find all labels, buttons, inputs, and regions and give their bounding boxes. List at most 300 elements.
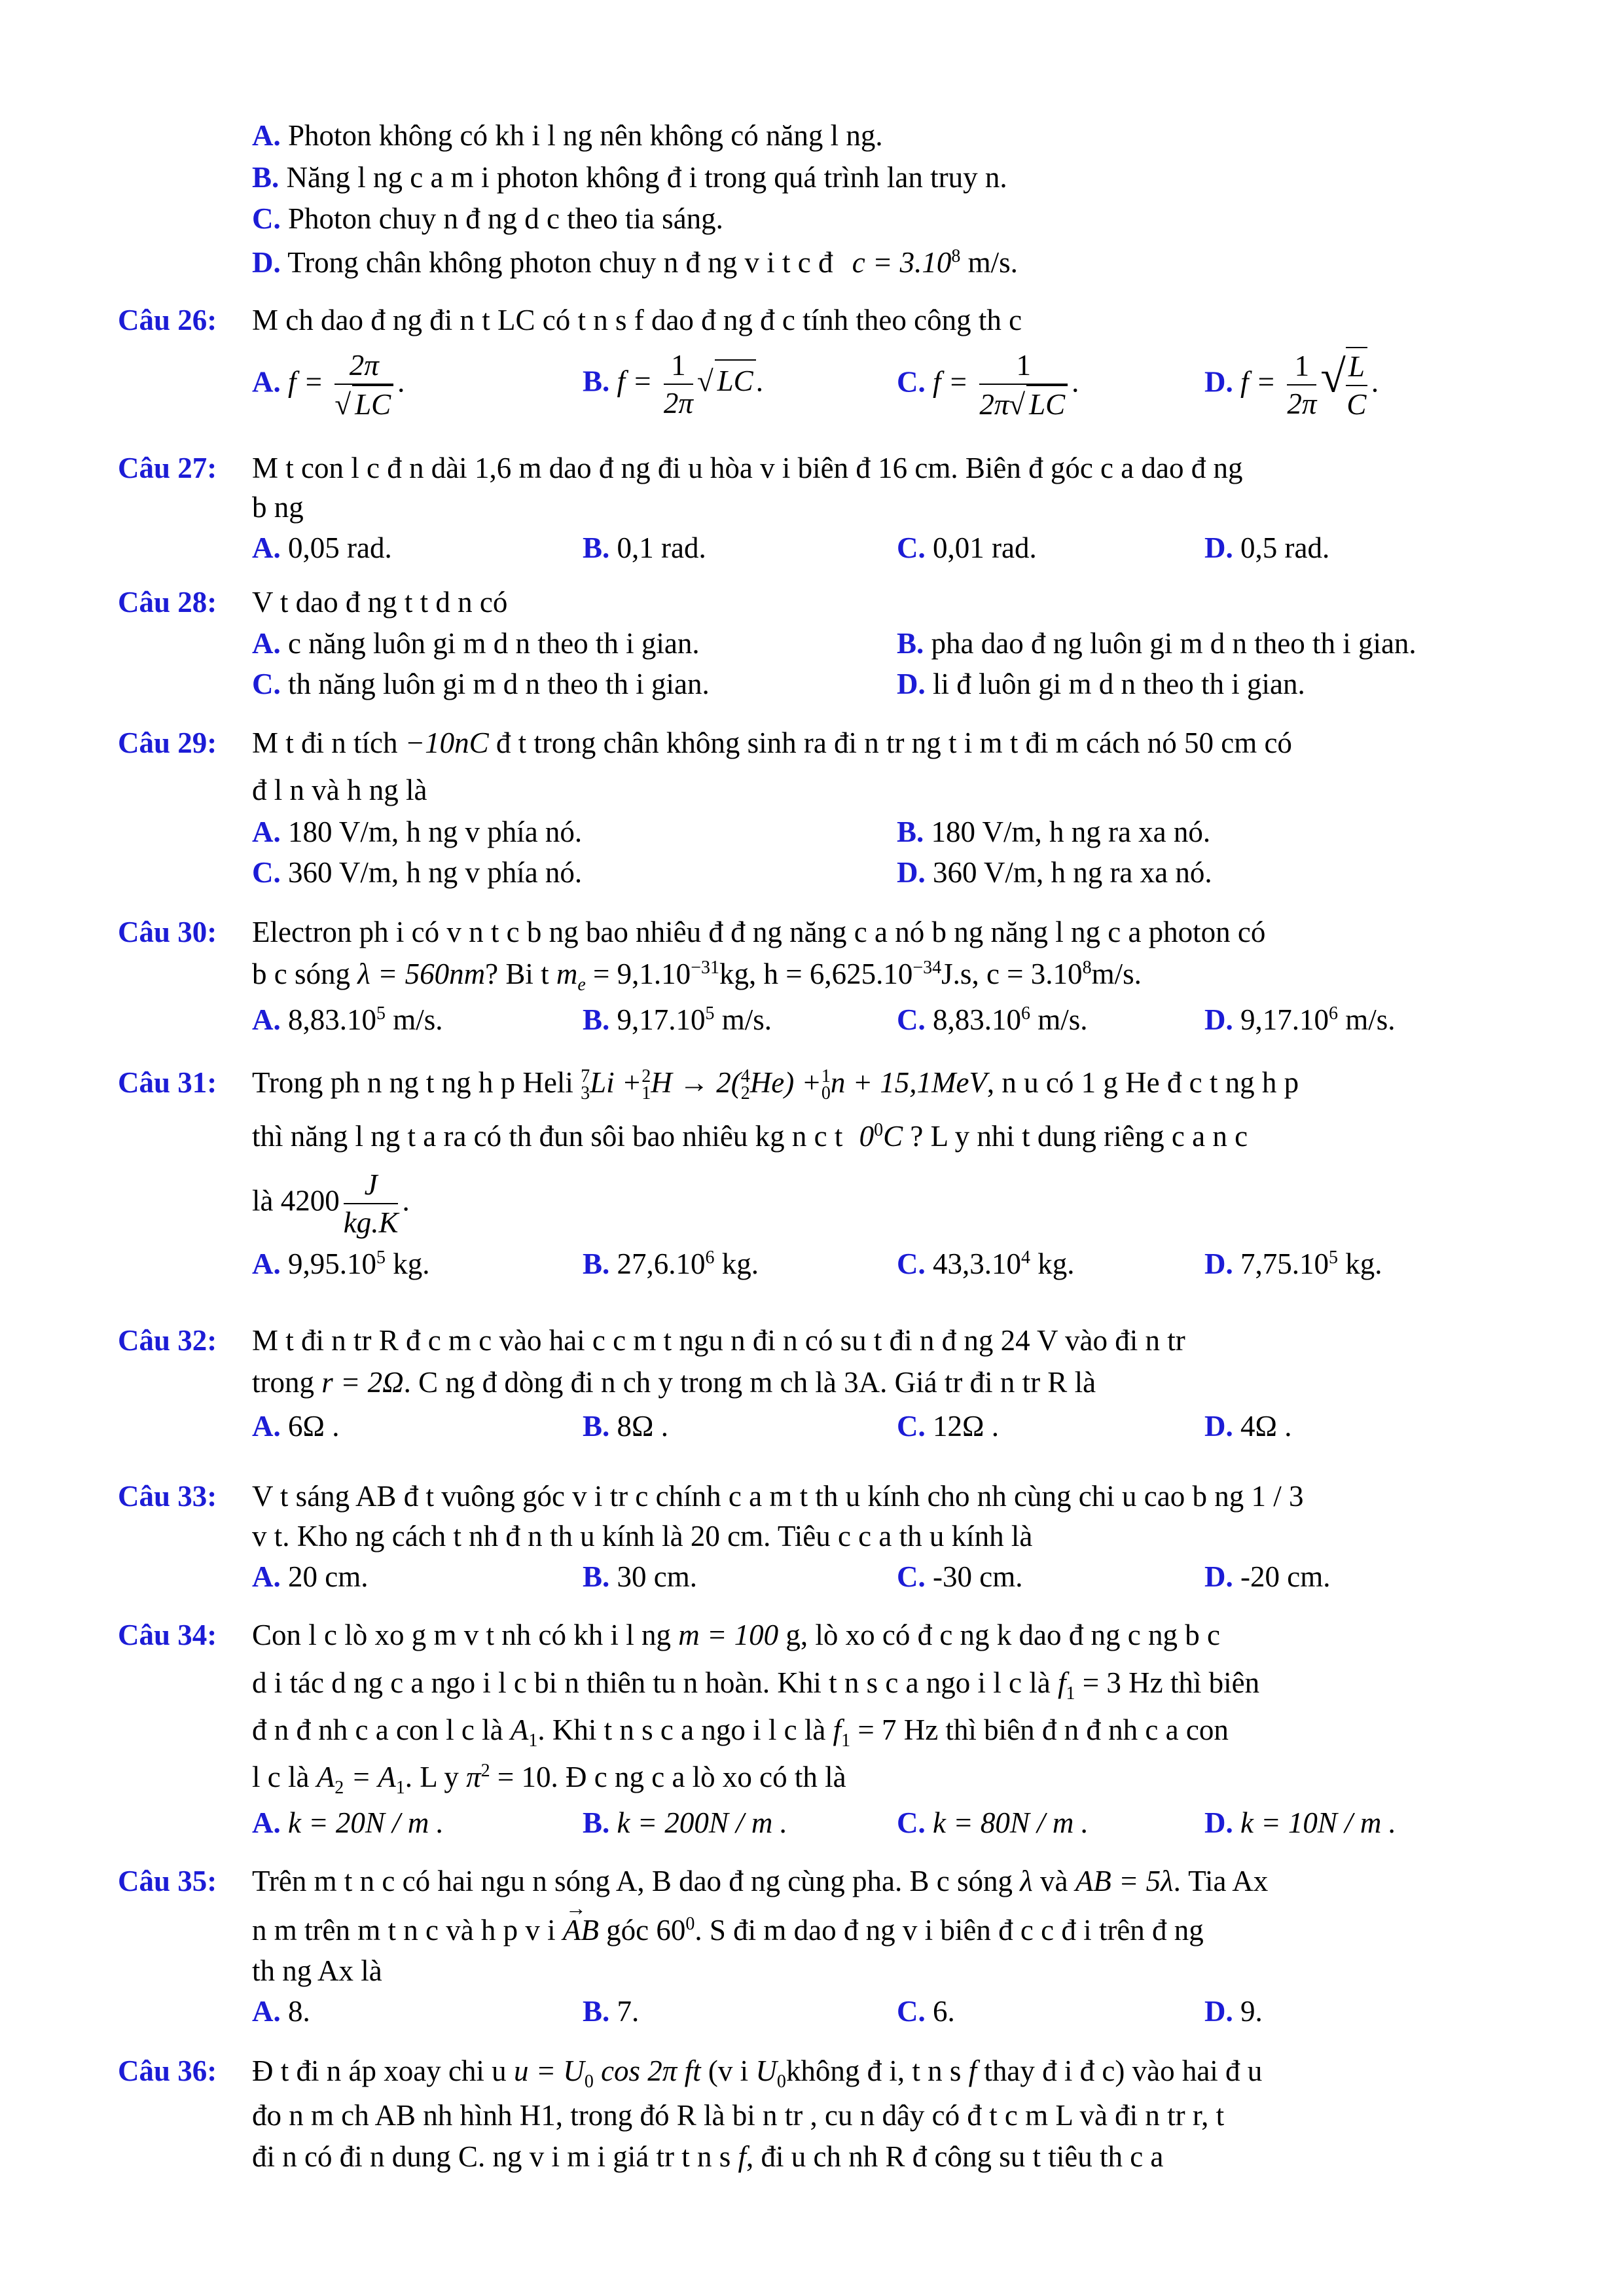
distance-ab: AB = 5λ <box>1075 1865 1174 1897</box>
current-value: 3A <box>844 1366 880 1399</box>
exponent: 5 <box>705 1003 715 1024</box>
option-text: 9. <box>1240 1995 1263 2028</box>
fraction <box>979 347 1068 423</box>
q31-option-d <box>1204 1244 1382 1284</box>
text: M t đi n tích <box>252 726 398 759</box>
frequency-symbol: f <box>738 2140 746 2173</box>
text: n m trên m t n c và h p v i <box>252 1914 556 1946</box>
question-number-34: Câu 34: <box>118 1619 217 1651</box>
option-text: 6. <box>933 1995 955 2028</box>
q34-options <box>252 1803 1516 1843</box>
numerator: 1 <box>1287 348 1316 386</box>
exponent: −34 <box>912 958 942 978</box>
question-text-34-cont2 <box>252 1710 1229 1750</box>
q26-option-b: B. f = $\frac{1}{2\pi}$ √ LC. <box>583 347 763 422</box>
numerator: 2π <box>334 347 393 385</box>
q26-option-d: D. f = $\frac{1}{2\pi}$ √ $\frac{L}{C}$ . <box>1204 347 1379 423</box>
speed-of-light-formula: c = 3.10 <box>852 246 952 279</box>
option-label: D. <box>1204 1995 1233 2028</box>
text: l c là <box>252 1761 310 1793</box>
tail: . <box>755 365 763 398</box>
option-label: C. <box>252 668 281 700</box>
exponent: 5 <box>376 1247 386 1268</box>
option-label: C. <box>252 856 281 889</box>
option-label: C. <box>897 1560 926 1593</box>
option-text: 0,5 rad. <box>1240 531 1330 564</box>
option-label: C. <box>897 1410 926 1443</box>
option-text: 360 V/m, h ng ra xa nó. <box>933 856 1212 889</box>
option-label: C. <box>897 365 926 399</box>
option-text: 4Ω . <box>1240 1410 1292 1443</box>
text: . L y <box>405 1761 459 1793</box>
text: thì năng l ng t a ra có th đun sôi bao nhiêu kg n c t <box>252 1120 843 1153</box>
q27-option-d <box>1204 528 1329 568</box>
text: , đi u ch nh R đ công su t tiêu th c a <box>746 2140 1164 2173</box>
q30-option-a <box>252 999 443 1040</box>
option-text: 9,17.10 <box>1240 1003 1329 1036</box>
text: không đ i, t n s <box>785 2054 962 2087</box>
question-text-27: M t con l c đ n dài 1,6 m dao đ ng đi u hòa v i biên đ 16 cm. Biên đ góc c a dao đ ng <box>252 452 1243 484</box>
q29-option-d <box>897 852 1212 893</box>
option-label: D. <box>1204 1806 1233 1839</box>
option-label: C. <box>252 202 281 235</box>
q34-option-b <box>583 1803 787 1843</box>
formula-lhs: f = <box>617 365 653 398</box>
question-number-35: Câu 35: <box>118 1865 217 1897</box>
text: (v i <box>708 2054 749 2087</box>
q35-option-d <box>1204 1991 1263 2032</box>
option-label: C. <box>897 531 926 564</box>
charge-value: −10nC <box>405 726 489 759</box>
option-text: k = 20N / m . <box>288 1806 444 1839</box>
formula-lhs: f = <box>1240 365 1276 399</box>
unit: m/s. <box>1030 1003 1088 1036</box>
option-text: 9,95.10 <box>288 1247 376 1280</box>
ratio: 1 / 3 <box>1251 1480 1304 1513</box>
text: g, lò xo có đ c ng k dao đ ng c ng b c <box>785 1619 1220 1651</box>
option-label: D. <box>897 856 926 889</box>
option-text: 30 cm. <box>617 1560 697 1593</box>
question-text-30: Electron ph i có v n t c b ng bao nhiêu đ đ ng năng c a nó b ng năng l ng c a photon có <box>252 916 1266 948</box>
q28-option-b <box>897 623 1416 664</box>
text: . Giá tr đi n tr R là <box>880 1366 1096 1399</box>
unit: m/s. <box>1091 958 1142 990</box>
option-label: B. <box>583 365 610 398</box>
option-label: B. <box>583 1995 610 2028</box>
exponent: 2 <box>480 1761 490 1781</box>
option-label: B. <box>583 1003 610 1036</box>
exponent: 4 <box>1021 1247 1030 1268</box>
text: Hz thì biên đ n đ nh c a con <box>903 1713 1229 1746</box>
text: ? L y nhi t dung riêng c a n c <box>910 1120 1248 1153</box>
question-text-36-cont: đo n m ch AB nh hình H1, trong đó R là bi n tr , cu n dây có đ t c m L và đi n tr r, t <box>252 2099 1225 2132</box>
fraction <box>334 347 393 423</box>
option-text: 27,6.10 <box>617 1247 706 1280</box>
question-number-27: Câu 27: <box>118 452 217 484</box>
question-number-29: Câu 29: <box>118 726 217 759</box>
mass-symbol: m <box>556 958 578 990</box>
option-text: 20 cm. <box>288 1560 369 1593</box>
q28-options-row2 <box>252 664 1516 704</box>
tail: . <box>1371 365 1379 399</box>
unit: kg. <box>1338 1247 1382 1280</box>
sqrt-fraction <box>1346 347 1367 423</box>
option-text: 9,17.10 <box>617 1003 706 1036</box>
amplitude-symbol: A <box>510 1713 529 1746</box>
question-text-31-cont <box>252 1116 1248 1157</box>
q29-options-row1 <box>252 812 1516 852</box>
option-label: D. <box>252 246 281 279</box>
q35-option-b <box>583 1991 639 2032</box>
option-text: 8Ω . <box>617 1410 668 1443</box>
option-label: B. <box>897 627 924 660</box>
option-label: A. <box>252 627 281 660</box>
voltage-formula: u = U <box>513 2054 585 2087</box>
option-label: C. <box>897 1995 926 2028</box>
option-text: k = 200N / m . <box>617 1806 787 1839</box>
q35-option-a <box>252 1991 310 2032</box>
unit: m/s. <box>714 1003 772 1036</box>
q31-option-c <box>897 1244 1075 1284</box>
text: và <box>1040 1865 1068 1897</box>
q26-option-c <box>897 347 1079 423</box>
option-label: A. <box>252 1003 281 1036</box>
option-label: A. <box>252 1995 281 2028</box>
q29-option-c <box>252 852 582 893</box>
text: b c sóng <box>252 958 350 990</box>
angle-value: 60 <box>656 1914 686 1946</box>
option-label: D. <box>1204 1003 1233 1036</box>
text: , n u có 1 g He đ c t ng h p <box>986 1066 1299 1099</box>
text: Con l c lò xo g m v t nh có kh i l ng <box>252 1619 671 1651</box>
q32-option-b <box>583 1406 668 1446</box>
q26-option-a <box>252 347 405 423</box>
frequency-symbol: f <box>968 2054 977 2087</box>
q34-option-d <box>1204 1803 1396 1843</box>
option-label: D. <box>1204 1410 1233 1443</box>
q32-option-c <box>897 1406 999 1446</box>
subscript: 1 <box>395 1778 405 1798</box>
light-speed-value: J.s, c = 3.10 <box>941 958 1083 990</box>
q25-option-d <box>252 242 1018 283</box>
option-text: 8. <box>288 1995 310 2028</box>
temperature-unit: C <box>883 1120 903 1153</box>
exponent: 6 <box>1021 1003 1030 1024</box>
text: d i tác d ng c a ngo i l c bi n thiên tu n hoàn. Khi t n s c a ngo i l c là <box>252 1666 1051 1699</box>
text: trong <box>252 1366 314 1399</box>
option-text: 0,05 rad. <box>288 531 392 564</box>
q35-options <box>252 1991 1516 2032</box>
sqrt-numerator: L <box>1346 348 1367 386</box>
option-text: Photon không có kh i l ng nên không có năng l ng. <box>288 119 883 152</box>
frequency-value: = 7 <box>857 1713 897 1746</box>
text: . Tia Ax <box>1173 1865 1269 1897</box>
exponent: 8 <box>1082 958 1092 978</box>
q30-option-b <box>583 999 772 1040</box>
option-label: A. <box>252 816 281 848</box>
pi-value: = 10 <box>497 1761 551 1793</box>
subscript: e <box>577 975 586 995</box>
subscript: 1 <box>1066 1683 1075 1704</box>
text: . C ng đ dòng đi n ch y trong m ch là <box>403 1366 837 1399</box>
question-text-36 <box>252 2051 1262 2091</box>
vector-ab: → AB <box>563 1910 599 1950</box>
question-text-29-cont: đ l n và h ng là <box>252 774 427 806</box>
subscript: 1 <box>528 1731 538 1751</box>
question-text-28: V t dao đ ng t t d n có <box>252 586 508 619</box>
fraction <box>664 347 693 422</box>
question-text-29 <box>252 723 1292 763</box>
option-label: B. <box>583 1560 610 1593</box>
denominator: √ LC <box>334 385 393 423</box>
q28-option-a <box>252 623 700 664</box>
option-label: B. <box>897 816 924 848</box>
voltage-formula-rest: cos 2π ft <box>601 2054 701 2087</box>
option-label: B. <box>583 1410 610 1443</box>
denominator: kg.K <box>343 1206 399 1239</box>
q34-option-c <box>897 1803 1089 1843</box>
option-label: D. <box>1204 365 1233 399</box>
option-text: k = 80N / m . <box>933 1806 1089 1839</box>
option-text: -20 cm. <box>1240 1560 1331 1593</box>
degree: 0 <box>685 1914 695 1934</box>
nuclear-reaction: $_3^7Li +_1^2H \to 2(_2^4He) +_0^1n$ <box>581 1066 853 1103</box>
formula-lhs: f = <box>288 365 324 399</box>
option-label: C. <box>897 1003 926 1036</box>
amplitude-symbol: A <box>316 1761 335 1793</box>
subscript: 0 <box>776 2072 786 2092</box>
option-text: th năng luôn gi m d n theo th i gian. <box>288 668 710 700</box>
option-label: A. <box>252 531 281 564</box>
question-text-33-cont: v t. Kho ng cách t nh đ n th u kính là 20 cm. Tiêu c c a th u kính là <box>252 1520 1033 1552</box>
question-text-31-cont2: là 4200 $\frac{J}{kg.K}$ . <box>252 1166 410 1241</box>
text: ? Bi t <box>485 958 549 990</box>
option-text: 0,01 rad. <box>933 531 1037 564</box>
question-text-33 <box>252 1476 1303 1516</box>
sqrt-denominator: C <box>1346 388 1367 421</box>
option-text: Năng l ng c a m i photon không đ i trong quá trình lan truy n. <box>286 161 1007 194</box>
q30-options <box>252 999 1516 1040</box>
sqrt-content: LC <box>352 385 393 423</box>
unit: m/s. <box>386 1003 443 1036</box>
reaction-energy: + 15,1MeV <box>852 1066 987 1099</box>
pi-symbol: π <box>466 1761 481 1793</box>
option-label: A. <box>252 1806 281 1839</box>
option-label: C. <box>897 1247 926 1280</box>
question-text-34-cont3 <box>252 1757 846 1797</box>
q34-option-a <box>252 1803 444 1843</box>
q30-option-d <box>1204 999 1396 1040</box>
question-text-31 <box>252 1062 1299 1103</box>
q28-option-c <box>252 664 710 704</box>
text: đ n đ nh c a con l c là <box>252 1713 503 1746</box>
text: đi n có đi n dung C. ng v i m i giá tr t n s <box>252 2140 731 2173</box>
text: . S đi m dao đ ng v i biên đ c c đ i trên đ ng <box>695 1914 1204 1946</box>
text: . Đ c ng c a lò xo có th là <box>550 1761 846 1793</box>
question-number-36: Câu 36: <box>118 2054 217 2087</box>
subscript: 0 <box>584 2072 594 2092</box>
fraction <box>344 1166 399 1241</box>
option-text: Trong chân không photon chuy n đ ng v i t c đ <box>287 246 833 279</box>
frequency-value: = 3 <box>1082 1666 1121 1699</box>
option-label: C. <box>897 1806 926 1839</box>
unit: m/s. <box>960 246 1018 279</box>
text: . Khi t n s c a ngo i l c là <box>537 1713 826 1746</box>
tail: . <box>397 365 405 399</box>
q31-option-a <box>252 1244 430 1284</box>
q29-options-row2 <box>252 852 1516 893</box>
denominator: 2π <box>663 387 693 420</box>
option-text: 180 V/m, h ng ra xa nó. <box>931 816 1211 848</box>
question-text-30-cont <box>252 954 1142 994</box>
question-text-35 <box>252 1861 1268 1901</box>
option-label: A. <box>252 119 281 152</box>
option-label: D. <box>1204 1247 1233 1280</box>
unit: kg. <box>714 1247 759 1280</box>
numerator: 1 <box>979 347 1068 385</box>
text: V t sáng AB đ t vuông góc v i tr c chính c a m t th u kính cho nh cùng chi u cao b ng <box>252 1480 1244 1513</box>
option-label: D. <box>1204 1560 1233 1593</box>
option-text: Photon chuy n đ ng d c theo tia sáng. <box>288 202 723 235</box>
temperature: 0 <box>859 1120 875 1153</box>
subscript: 2 <box>334 1778 344 1798</box>
amplitude-equation: = A <box>351 1761 396 1793</box>
exponent: 5 <box>1329 1247 1338 1268</box>
question-text-26: M ch dao đ ng đi n t LC có t n s f dao đ ng đ c tính theo công th c <box>252 304 1022 336</box>
question-text-32-cont <box>252 1362 1096 1403</box>
q25-option-a <box>252 115 883 156</box>
sqrt-content: LC <box>1026 385 1068 423</box>
option-text: 360 V/m, h ng v phía nó. <box>288 856 583 889</box>
option-text: 7. <box>617 1995 640 2028</box>
unit: kg. <box>1030 1247 1075 1280</box>
q31-option-b <box>583 1244 759 1284</box>
text: thay đ i đ c) vào hai đ u <box>984 2054 1263 2087</box>
text: Hz thì biên <box>1128 1666 1260 1699</box>
text: Đ t đi n áp xoay chi u <box>252 2054 507 2087</box>
option-label: D. <box>1204 531 1233 564</box>
internal-resistance: r = 2Ω <box>321 1366 404 1399</box>
question-number-33: Câu 33: <box>118 1480 217 1513</box>
subscript: 1 <box>841 1731 851 1751</box>
fraction <box>1287 348 1316 422</box>
question-number-28: Câu 28: <box>118 586 217 619</box>
text: Trên m t n c có hai ngu n sóng A, B dao đ ng cùng pha. B c sóng <box>252 1865 1013 1897</box>
mass-value: m = 100 <box>678 1619 779 1651</box>
degree: 0 <box>874 1120 884 1140</box>
exponent: 6 <box>1329 1003 1338 1024</box>
option-text: 6Ω . <box>288 1410 340 1443</box>
option-label: A. <box>252 1247 281 1280</box>
q29-option-b <box>897 812 1210 852</box>
option-text: 0,1 rad. <box>617 531 706 564</box>
q32-option-d <box>1204 1406 1291 1446</box>
mass-value: = 9,1.10 <box>593 958 691 990</box>
exponent: 8 <box>951 246 961 266</box>
question-text-35-cont <box>252 1910 1204 1950</box>
q32-option-a <box>252 1406 339 1446</box>
option-text: li đ luôn gi m d n theo th i gian. <box>933 668 1305 700</box>
option-text: -30 cm. <box>933 1560 1023 1593</box>
amplitude-symbol: U <box>755 2054 777 2087</box>
text: đ t trong chân không sinh ra đi n tr ng t i m t đi m cách nó 50 cm có <box>496 726 1292 759</box>
option-label: A. <box>252 365 281 399</box>
question-text-27-cont: b ng <box>252 491 304 524</box>
sqrt-content: LC <box>715 359 756 401</box>
option-label: B. <box>583 531 610 564</box>
option-text: 43,3.10 <box>933 1247 1021 1280</box>
frequency-symbol: f <box>1058 1666 1066 1699</box>
question-text-34-cont <box>252 1662 1259 1703</box>
q31-options <box>252 1244 1516 1284</box>
q28-option-d <box>897 664 1305 704</box>
option-text: 12Ω . <box>933 1410 999 1443</box>
wavelength: λ = 560nm <box>357 958 486 990</box>
q33-option-d <box>1204 1556 1330 1597</box>
option-label: A. <box>252 1560 281 1593</box>
q27-options <box>252 528 1516 568</box>
q33-option-b <box>583 1556 697 1597</box>
question-number-30: Câu 30: <box>118 916 217 948</box>
option-text: 180 V/m, h ng v phía nó. <box>288 816 583 848</box>
option-text: 8,83.10 <box>288 1003 376 1036</box>
question-text-32: M t đi n tr R đ c m c vào hai c c m t ngu n đi n có su t đi n đ ng 24 V vào đi n tr <box>252 1324 1185 1357</box>
q27-option-b <box>583 528 706 568</box>
q35-option-c <box>897 1991 955 2032</box>
frequency-symbol: f <box>833 1713 842 1746</box>
denominator: 2π <box>1287 387 1317 420</box>
question-text-36-cont2 <box>252 2136 1163 2177</box>
question-number-32: Câu 32: <box>118 1324 217 1357</box>
q30-option-c <box>897 999 1088 1040</box>
exponent: 6 <box>705 1247 715 1268</box>
option-label: B. <box>252 161 280 194</box>
unit: m/s. <box>1338 1003 1396 1036</box>
q27-option-a <box>252 528 392 568</box>
tail: . <box>1072 365 1079 399</box>
q25-option-b <box>252 157 1007 198</box>
exponent: 5 <box>376 1003 386 1024</box>
q33-options <box>252 1556 1516 1597</box>
option-label: B. <box>583 1247 610 1280</box>
question-number-26: Câu 26: <box>118 304 217 336</box>
q32-options <box>252 1406 1516 1446</box>
unit: kg. <box>386 1247 430 1280</box>
text: góc <box>606 1914 649 1946</box>
option-label: B. <box>583 1806 610 1839</box>
option-text: pha dao đ ng luôn gi m d n theo th i gian. <box>931 627 1416 660</box>
numerator: J <box>344 1166 399 1204</box>
q28-options-row1 <box>252 623 1516 664</box>
option-text: 7,75.10 <box>1240 1247 1329 1280</box>
question-text-35-cont2: th ng Ax là <box>252 1954 382 1987</box>
text: là 4200 <box>252 1184 340 1217</box>
exponent: −31 <box>691 958 719 978</box>
wavelength-symbol: λ <box>1020 1865 1033 1897</box>
denominator: 2π√ LC <box>979 385 1068 423</box>
numerator: 1 <box>664 347 693 385</box>
formula-lhs: f = <box>933 365 969 399</box>
question-number-31: Câu 31: <box>118 1066 217 1099</box>
q27-option-c <box>897 528 1037 568</box>
denominator-prefix: 2π <box>979 388 1009 421</box>
option-text: k = 10N / m . <box>1240 1806 1396 1839</box>
option-label: A. <box>252 1410 281 1443</box>
q33-option-c <box>897 1556 1022 1597</box>
option-label: D. <box>897 668 926 700</box>
q25-option-c <box>252 198 723 239</box>
question-text-34 <box>252 1615 1220 1655</box>
